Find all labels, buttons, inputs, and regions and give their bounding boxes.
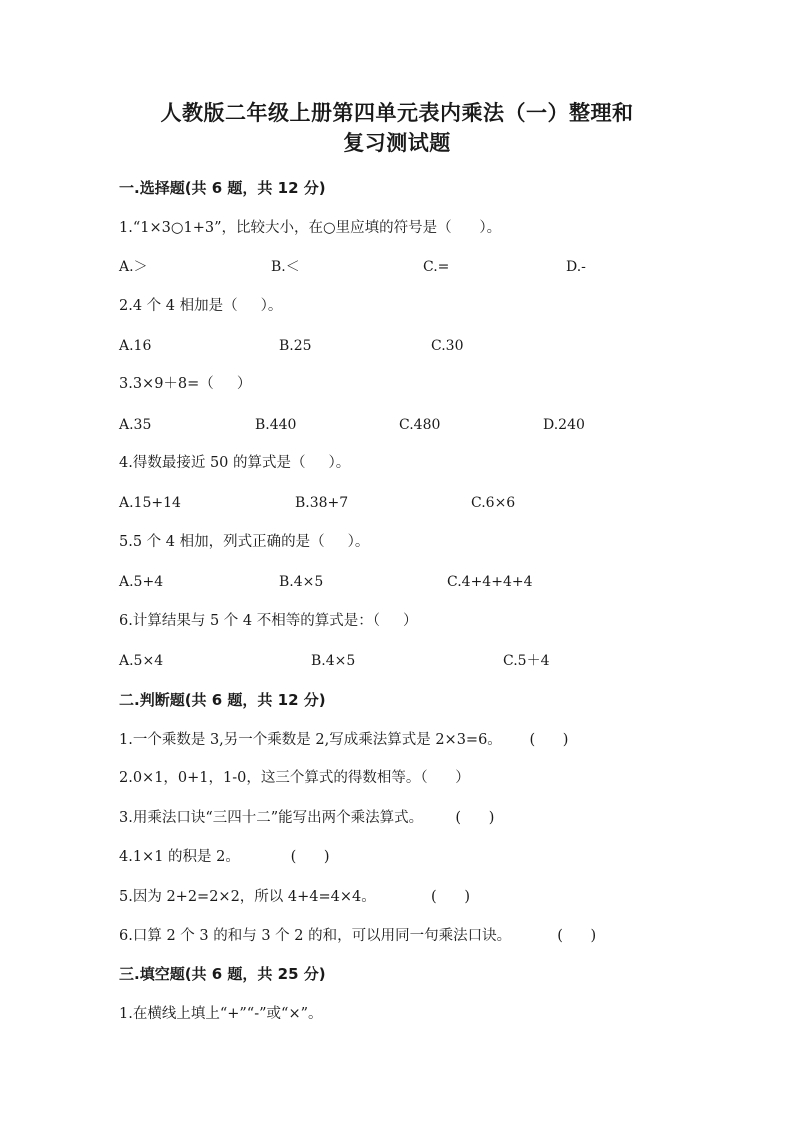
option-c: C.4+4+4+4	[447, 574, 533, 590]
question-judgement-2: 2.0×1，0+1，1-0，这三个算式的得数相等。（ ）	[119, 770, 470, 786]
option-a: A.35	[119, 417, 152, 433]
option-b: B.＜	[271, 259, 300, 275]
option-b: B.4×5	[279, 574, 324, 590]
question-choice-4: 4.得数最接近 50 的算式是（ ）。	[119, 455, 351, 471]
option-c: C.5＋4	[503, 653, 550, 669]
option-d: D.240	[543, 417, 585, 433]
question-choice-6: 6.计算结果与 5 个 4 不相等的算式是：（ ）	[119, 613, 418, 629]
question-choice-3: 3.3×9＋8=（ ）	[119, 376, 252, 392]
option-d: D.-	[566, 259, 586, 275]
option-a: A.15+14	[119, 495, 181, 511]
question-fill-1: 1.在横线上填上“+”“-”或“×”。	[119, 1006, 323, 1022]
option-c: C.480	[399, 417, 441, 433]
option-c: C.30	[431, 338, 464, 354]
question-choice-1: 1.“1×3○1+3”，比较大小，在○里应填的符号是（ ）。	[119, 220, 502, 236]
option-a: A.16	[119, 338, 152, 354]
question-judgement-4: 4.1×1 的积是 2。 ( )	[119, 849, 330, 865]
section-heading-choice: 一.选择题(共 6 题，共 12 分)	[119, 179, 326, 197]
question-judgement-6: 6.口算 2 个 3 的和与 3 个 2 的和，可以用同一句乘法口诀。 ( )	[119, 928, 597, 944]
option-b: B.38+7	[295, 495, 349, 511]
section-heading-fill: 三.填空题(共 6 题，共 25 分)	[119, 965, 326, 983]
question-choice-2: 2.4 个 4 相加是（ ）。	[119, 298, 283, 314]
document-title-line1: 人教版二年级上册第四单元表内乘法（一）整理和	[160, 100, 634, 125]
option-b: B.440	[255, 417, 297, 433]
option-c: C.=	[423, 259, 450, 275]
option-a: A.5×4	[119, 653, 164, 669]
question-judgement-1: 1.一个乘数是 3,另一个乘数是 2,写成乘法算式是 2×3=6。 ( )	[119, 732, 569, 748]
section-heading-judgement: 二.判断题(共 6 题，共 12 分)	[119, 691, 326, 709]
option-c: C.6×6	[471, 495, 516, 511]
option-b: B.25	[279, 338, 312, 354]
option-a: A.5+4	[119, 574, 164, 590]
option-a: A.＞	[119, 259, 148, 275]
question-judgement-5: 5.因为 2+2=2×2，所以 4+4=4×4。 ( )	[119, 889, 471, 905]
question-choice-5: 5.5 个 4 相加，列式正确的是（ ）。	[119, 534, 370, 550]
option-b: B.4×5	[311, 653, 356, 669]
document-title-line2: 复习测试题	[343, 130, 451, 155]
question-judgement-3: 3.用乘法口诀“三四十二”能写出两个乘法算式。 ( )	[119, 810, 495, 826]
